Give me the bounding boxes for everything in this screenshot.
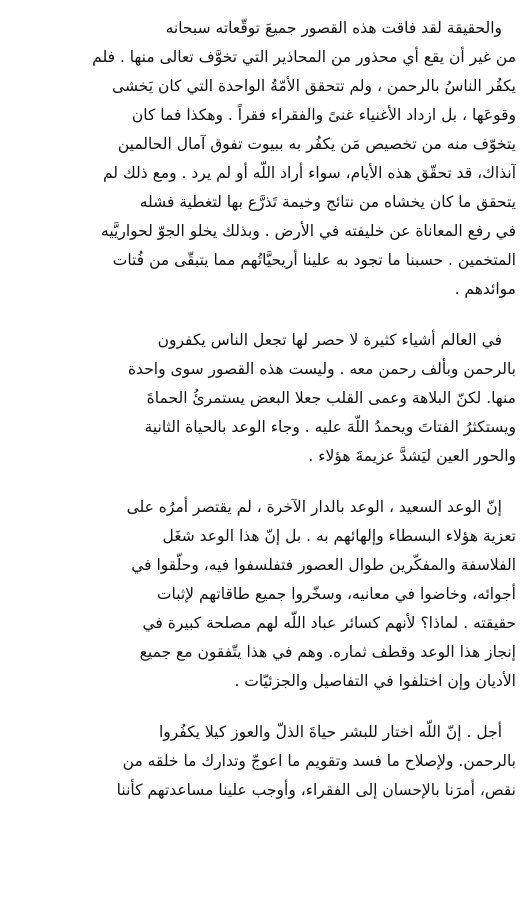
text-line: والحور العين ليَشدَّ عزيمةَ هؤلاء . [308,447,516,465]
text-line: الفلاسفة والمفكّرين طوال العصور فتفلسفوا فيه، وحلّقوا في [131,556,516,574]
text-line: حقيقته . لماذا؟ لأنهم كسائر عباد اللّه لهم مصلحة كبيرة في [142,614,516,632]
text-line: أجل . إنّ اللّه اختار للبشر حياةَ الذلّ والعوز كيلا يكفُروا [158,723,502,741]
text-line: يتخوّف منه من تخصيص مَن يكفُر به ببيوت تفوق آمال الحالمين [117,135,516,153]
text-line: إنّ الوعد السعيد ، الوعد بالدار الآخرة ، لم يقتصر أمرُه على [126,498,502,516]
text-line: آنذاك، قد تحقّق هذه الأيام، سواء أراد اللّه أو لم يرد . ومع ذلك لم [102,164,516,182]
text-line: وقوعَها ، بل ازداد الأغنياء غنىً والفقراء فقراً . وهكذا فما كان [131,106,516,124]
text-line: موائدهم . [454,280,516,298]
text-line: يتحقق ما كان يخشاه من نتائج وخيمة تَذرَّع بها لتغطية فشله [139,193,516,211]
paragraph-4 [16,718,516,805]
text-line: في رفع المعاناة عن خليفته في الأرض . وبذلك يخلو الجوّ لحواريَّيه [101,222,516,240]
text-line: والحقيقة لقد فاقت هذه القصور جميعَ توقّعاته سبحانه [165,19,502,37]
text-line: بالرحمن. ولإصلاح ما فسد وتقويم ما اعوجّ وتدارك ما خلقه من [122,752,516,770]
text-line: أجوائه، وخاضوا في معانيه، وسخّروا جميع طاقاتهم لإثبات [156,585,516,603]
text-line: الأديان وإن اختلفوا في التفاصيل والجزئيّات . [234,672,516,690]
text-line: نقص، أمرَنا بالإحسان إلى الفقراء، وأوجب علينا مساعدتهم كأننا [116,781,516,799]
text-line: ويستكثرُ الفتاتَ ويحمدُ اللّهَ عليه . وجاء الوعد بالحياة الثانية [144,418,516,436]
text-line: منها. لكنّ البلاهة وعمى القلب جعلا البعض يستمرئُ الحماةَ [146,389,516,407]
paragraph-1 [16,14,516,304]
text-line: إنجاز هذا الوعد وقطف ثماره. وهم في هذا يتّفقون مع جميع [139,643,516,661]
text-line: بالرحمن وبألف رحمن معه . وليست هذه القصور سوى واحدة [127,360,516,378]
text-line: تعزية هؤلاء البسطاء وإلهائهم به . بل إنّ هذا الوعد شغَل [162,527,516,545]
text-line: من غير أن يقع أي محذور من المحاذير التي تخوَّف تعالى منها . فلم [92,48,516,66]
paragraph-2 [16,326,516,471]
paragraph-3 [16,493,516,696]
text-line: يكفُر الناسُ بالرحمن ، ولم تتحقق الأمّةُ الواحدة التي كان يَخشى [112,77,516,95]
text-line: المتخمين . حسبنا ما تجود به علينا أريحيَّاتُهم مما يتبقّى من فُتات [112,251,516,269]
text-line: في العالم أشياء كثيرة لا حصر لها تجعل الناس يكفرون [157,331,502,349]
